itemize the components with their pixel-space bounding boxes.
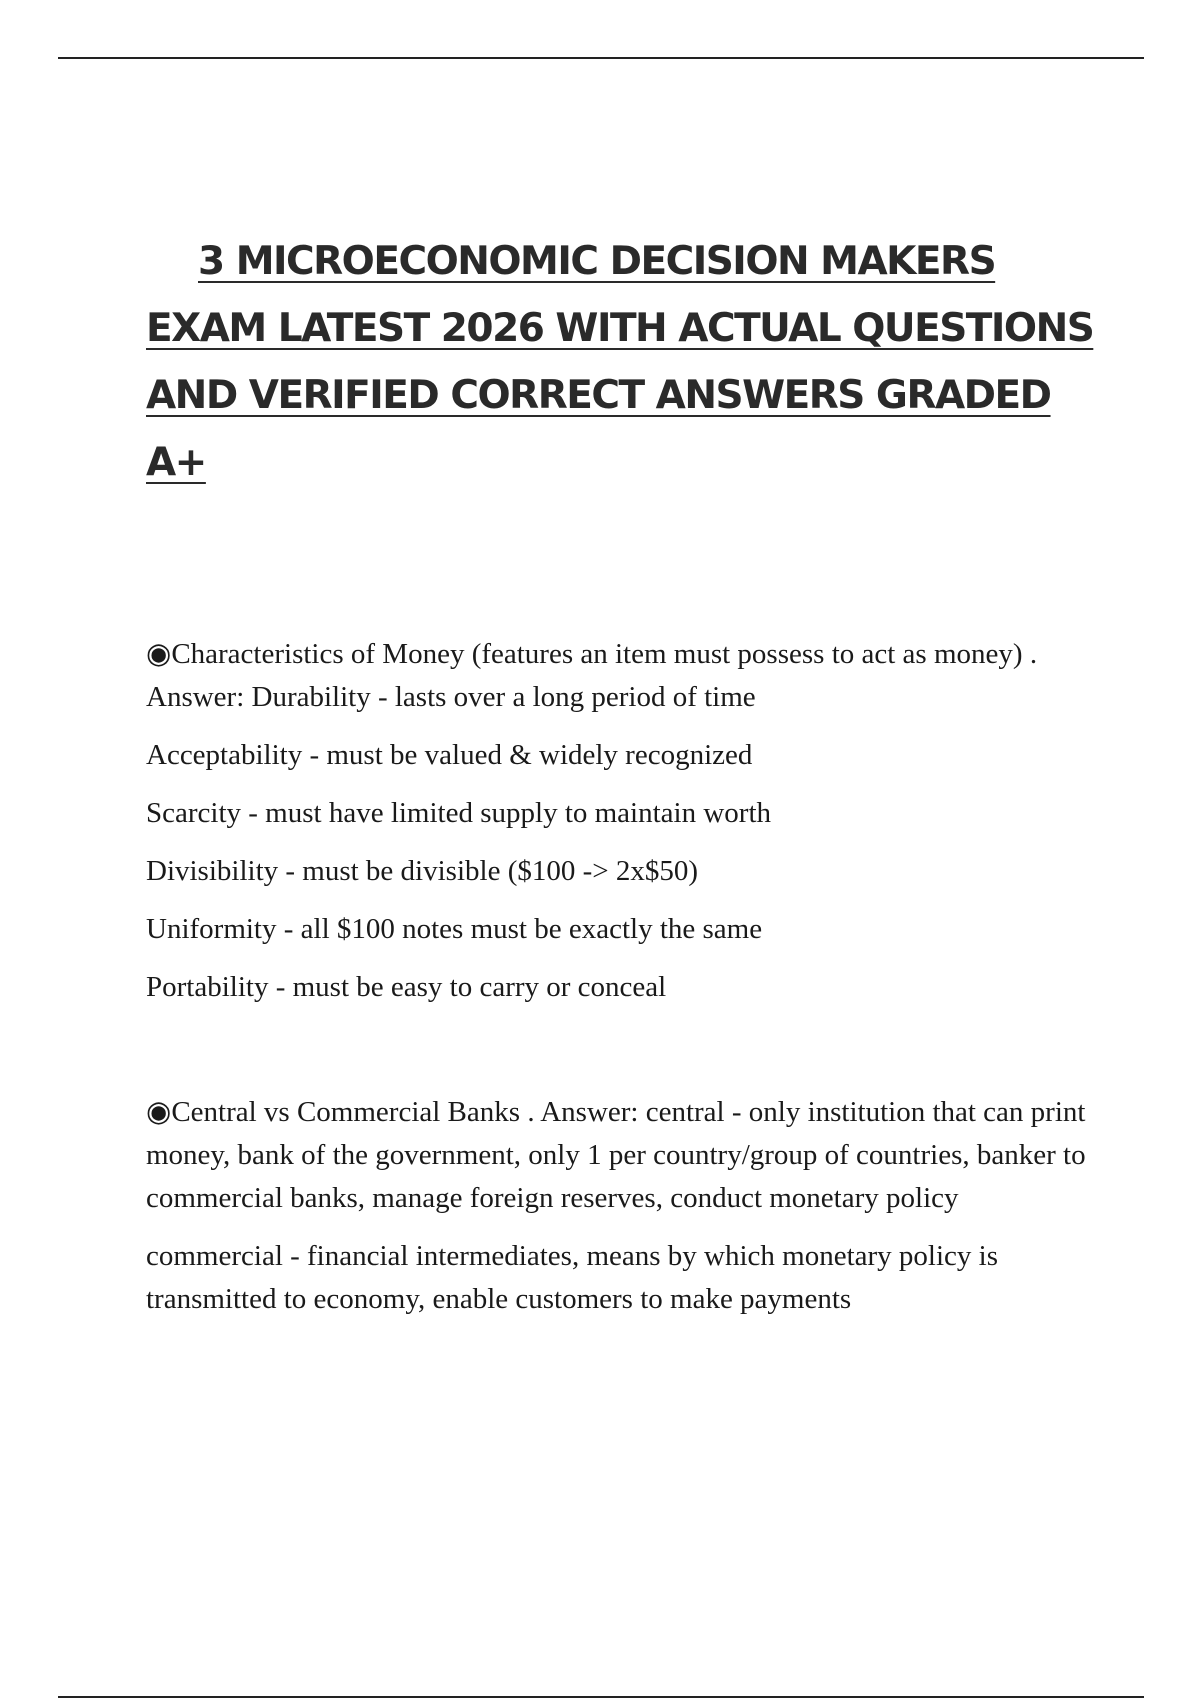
top-divider xyxy=(58,57,1144,59)
answer-intro: . Answer: Durability - lasts over a long period of time xyxy=(146,638,1038,713)
answer-line: Uniformity - all $100 notes must be exactly the same xyxy=(146,913,763,945)
answer-line: commercial - financial intermediates, means by which monetary policy is transmitted to economy, enable customers to make payments xyxy=(146,1240,998,1315)
answer-line: Divisibility - must be divisible ($100 -> 2x$50) xyxy=(146,855,699,887)
question-block-1 xyxy=(146,633,1086,1009)
question-text: Characteristics of Money (features an item must possess to act as money) xyxy=(171,638,1023,670)
question-text: Central vs Commercial Banks xyxy=(171,1096,521,1128)
question-entry xyxy=(146,1091,1086,1220)
question-block-2 xyxy=(146,1091,1086,1321)
radio-bullet-icon: ◉ xyxy=(146,1096,172,1128)
answer-line: Acceptability - must be valued & widely recognized xyxy=(146,739,753,771)
radio-bullet-icon: ◉ xyxy=(146,638,172,670)
document-title-text: 3 MICROECONOMIC DECISION MAKERS EXAM LATEST 2026 WITH ACTUAL QUESTIONS AND VERIFIED CORRECT ANSWERS GRADED A+ xyxy=(146,239,1094,485)
answer-line: Scarcity - must have limited supply to maintain worth xyxy=(146,797,772,829)
question-entry xyxy=(146,633,1086,719)
answer-line: Portability - must be easy to carry or conceal xyxy=(146,971,667,1003)
bottom-divider xyxy=(58,1696,1144,1698)
answer-intro: . Answer: central - only institution that can print money, bank of the government, only 1 per country/group of countries, banker to commercial banks, manage foreign reserves, conduct monetary policy xyxy=(146,1096,1086,1214)
document-title xyxy=(146,228,1106,496)
